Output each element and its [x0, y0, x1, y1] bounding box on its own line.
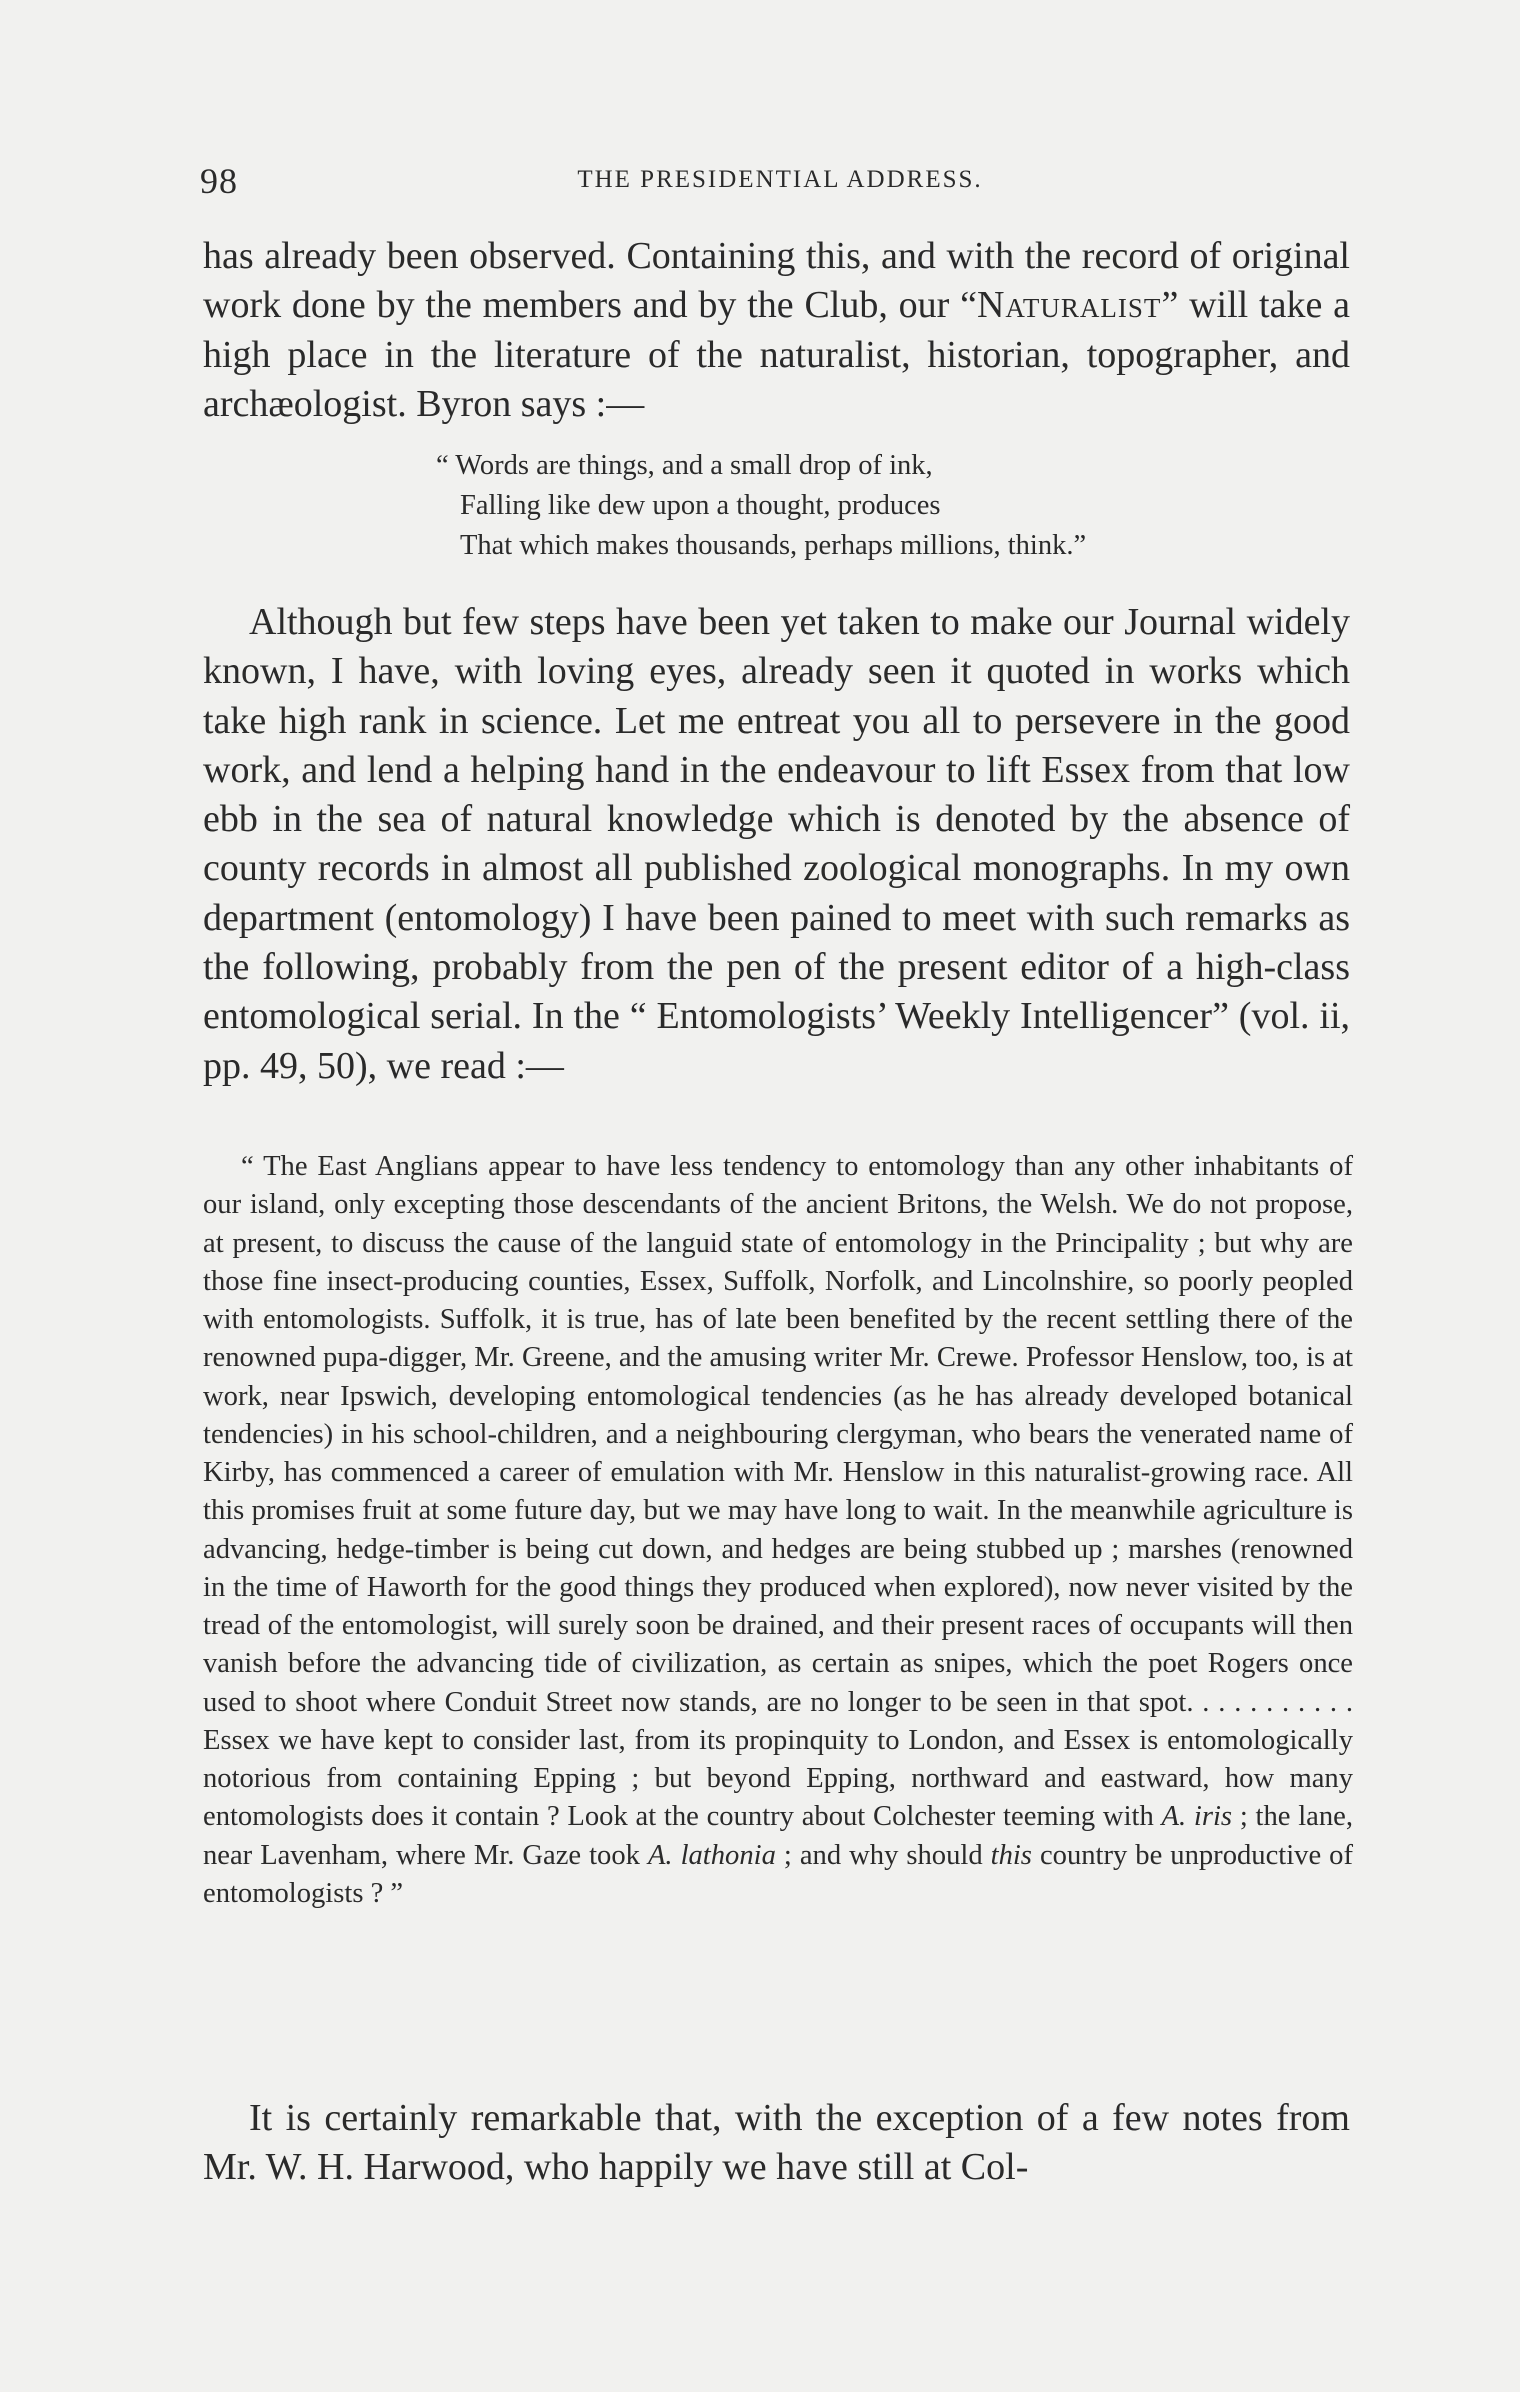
paragraph-1	[203, 232, 1350, 429]
naturalist-smallcaps: Naturalist	[976, 284, 1162, 327]
byron-quotation	[436, 446, 1340, 566]
poem-line: That which makes thousands, perhaps millions, think.”	[460, 530, 1087, 561]
paragraph-2: Although but few steps have been yet taken to make our Journal widely known, I have, with loving eyes, already seen it quoted in works which take high rank in science. Let me entreat you all to persevere in the good work, and lend a helping hand in the endeavour to lift Essex from that low ebb in the sea of natural knowledge which is denoted by the absence of county records in almost all published zoological monographs. In my own department (entomology) I have been pained to meet with such remarks as the following, probably from the pen of the present editor of a high-class entomological serial. In the “ Entomologists’ Weekly Intelligencer” (vol. ii, pp. 49, 50), we read :—	[203, 601, 1350, 1087]
running-title: THE PRESIDENTIAL ADDRESS.	[577, 166, 983, 193]
paragraph-3: It is certainly remarkable that, with the exception of a few notes from Mr. W. H. Harwood, who happily we have still at Col-	[203, 2097, 1350, 2189]
paragraph-1-text-a: has already been observed. Containing this, and with the record of original work done by the members and by the Club, our “	[203, 235, 1350, 327]
paragraph-1-text-b: ” will take a high place in the literature of the naturalist, historian, topographer, and archæologist. Byron says :—	[203, 284, 1351, 425]
quote-text: country be unproductive of entomologists ? ”	[203, 1839, 1353, 1909]
page-header	[200, 160, 1360, 200]
poem-line: Falling like dew upon a thought, produces	[460, 490, 941, 521]
species-name: A. iris	[1161, 1801, 1233, 1833]
quote-text: “ The East Anglians appear to have less tendency to entomology than any other inhabitants of our island, only excepting those descendants of the ancient Britons, the Welsh. We do not propose, at present, to discuss the cause of the languid state of entomology in the Principality ; but why are those fine insect-producing counties, Essex, Suffolk, Norfolk, and Lincolnshire, so poorly peopled with entomologists. Suffolk, it is true, has of late been benefited by the recent settling there of the renowned pupa-digger, Mr. Greene, and the amusing writer Mr. Crewe. Professor Henslow, too, is at work, near Ipswich, developing entomological tendencies (as he has already developed botanical tendencies) in his school-children, and a neighbouring clergyman, who bears the venerated name of Kirby, has commenced a career of emulation with Mr. Henslow in this naturalist-growing race. All this promises fruit at some future day, but we may have long to wait. In the meanwhile agriculture is advancing, hedge-timber is being cut down, and hedges are being stubbed up ; marshes (renowned in the time of Haworth for the good things they produced when explored), now never visited by the tread of the entomologist, will surely soon be drained, and their present races of occupants will then vanish before the advancing tide of civilization, as certain as snipes, which the poet Rogers once used to shoot where Conduit Street now stands, are no longer to be seen in that spot. . . . . . . . . . . Essex we have kept to consider last, from its propinquity to London, and Essex is entomologically notorious from containing Epping ; but beyond Epping, northward and eastward, how many entomologists does it contain ? Look at the country about Colchester teeming with	[203, 1151, 1353, 1833]
emphasis: this	[990, 1839, 1032, 1871]
quote-text: ; and why should	[775, 1839, 991, 1871]
species-name: A. lathonia	[647, 1839, 776, 1871]
page-number: 98	[200, 161, 238, 201]
quote-text: ; the lane, near Lavenham, where Mr. Gaze took	[203, 1801, 1353, 1871]
poem-line: “ Words are things, and a small drop of ink,	[436, 450, 933, 481]
intelligencer-quotation	[203, 1148, 1353, 1913]
